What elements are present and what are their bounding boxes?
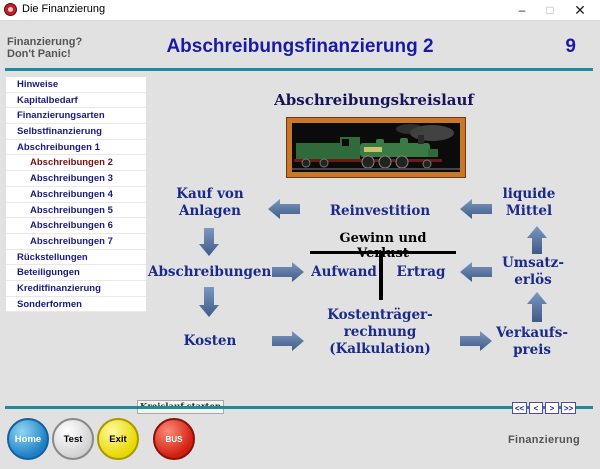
page-number: 9 xyxy=(565,36,576,57)
nav-last-button[interactable]: >> xyxy=(561,402,576,414)
node-umsatzerloes-line-2: erlös xyxy=(514,272,552,288)
node-verkaufspreis-line-2: preis xyxy=(513,342,551,358)
sidebar-item-selbstfinanzierung[interactable]: Selbstfinanzierung xyxy=(6,124,146,140)
arrow-up-icon xyxy=(527,226,547,254)
brand-line-2: Don't Panic! xyxy=(7,48,71,60)
nav-next-button[interactable]: > xyxy=(545,402,559,414)
test-button[interactable]: Test xyxy=(52,418,94,460)
sidebar-item-abschreibungen-4[interactable]: Abschreibungen 4 xyxy=(6,187,146,203)
sidebar-item-hinweise[interactable]: Hinweise xyxy=(6,77,146,93)
arrow-down-icon xyxy=(199,228,219,256)
arrow-right-icon xyxy=(272,262,304,282)
footer-divider xyxy=(5,406,593,409)
sidebar-item-abschreibungen-1[interactable]: Abschreibungen 1 xyxy=(6,140,146,156)
close-button[interactable]: ✕ xyxy=(574,2,586,18)
diagram-heading: Abschreibungskreislauf xyxy=(274,91,474,109)
sidebar-item-rueckstellungen[interactable]: Rückstellungen xyxy=(6,250,146,266)
sidebar-item-beteiligungen[interactable]: Beteiligungen xyxy=(6,265,146,281)
sidebar-item-abschreibungen-7[interactable]: Abschreibungen 7 xyxy=(6,234,146,250)
maximize-button[interactable]: □ xyxy=(546,3,554,17)
node-kostentraeger-line-3: (Kalkulation) xyxy=(329,341,431,357)
arrow-up-icon xyxy=(527,292,547,322)
node-kostentraeger-line-1: Kostenträger- xyxy=(327,307,433,323)
sidebar-item-abschreibungen-6[interactable]: Abschreibungen 6 xyxy=(6,218,146,234)
node-liquide-mittel-line-1: liquide xyxy=(502,186,556,202)
section-name: Finanzierung xyxy=(507,434,580,446)
arrow-left-icon xyxy=(460,262,492,282)
arrow-down-icon xyxy=(199,287,219,317)
sidebar-item-abschreibungen-3[interactable]: Abschreibungen 3 xyxy=(6,171,146,187)
arrow-left-icon xyxy=(268,199,300,219)
node-kosten: Kosten xyxy=(183,333,237,349)
arrow-right-icon xyxy=(272,331,304,351)
node-verkaufspreis-line-1: Verkaufs- xyxy=(496,325,568,341)
bus-button[interactable]: BUS xyxy=(153,418,195,460)
sidebar-item-kreditfinanzierung[interactable]: Kreditfinanzierung xyxy=(6,281,146,297)
node-abschreibungen: Abschreibungen xyxy=(148,264,272,280)
node-reinvestition: Reinvestition xyxy=(329,203,431,219)
sidebar-item-abschreibungen-5[interactable]: Abschreibungen 5 xyxy=(6,203,146,219)
minimize-button[interactable]: – xyxy=(518,3,526,17)
node-aufwand: Aufwand xyxy=(311,264,377,280)
nav-prev-button[interactable]: < xyxy=(529,402,543,414)
window-title: Die Finanzierung xyxy=(22,3,106,15)
gewinn-und-verlust-title: Gewinn und xyxy=(339,231,427,246)
sidebar-item-sonderformen[interactable]: Sonderformen xyxy=(6,297,146,313)
arrow-left-icon xyxy=(460,199,492,219)
node-umsatzerloes-line-1: Umsatz- xyxy=(502,255,564,271)
brand-line-1: Finanzierung? xyxy=(7,36,83,48)
arrow-right-icon xyxy=(460,331,492,351)
node-kauf-von-anlagen-line-2: Anlagen xyxy=(178,203,241,219)
exit-button[interactable]: Exit xyxy=(97,418,139,460)
sidebar-item-finanzierungsarten[interactable]: Finanzierungsarten xyxy=(6,108,146,124)
sidebar-item-kapitalbedarf[interactable]: Kapitalbedarf xyxy=(6,93,146,109)
sidebar-item-abschreibungen-2[interactable]: Abschreibungen 2 xyxy=(6,155,146,171)
node-liquide-mittel-line-2: Mittel xyxy=(505,203,553,219)
home-button[interactable]: Home xyxy=(7,418,49,460)
nav-first-button[interactable]: << xyxy=(512,402,527,414)
node-ertrag: Ertrag xyxy=(396,264,446,280)
node-kostentraeger-line-2: rechnung xyxy=(343,324,417,340)
node-kauf-von-anlagen-line-1: Kauf von xyxy=(176,186,244,202)
page-title: Abschreibungsfinanzierung 2 xyxy=(166,36,434,57)
